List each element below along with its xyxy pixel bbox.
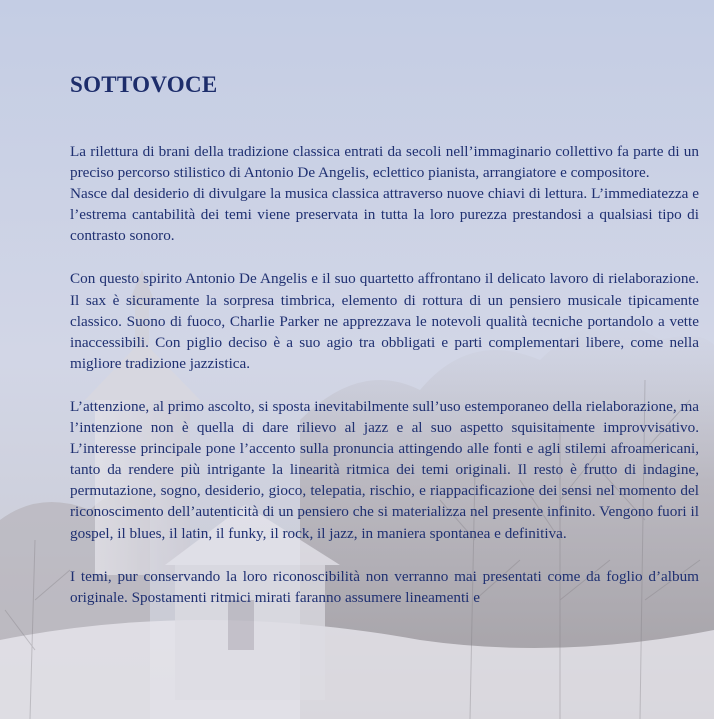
paragraph-4 (70, 566, 699, 608)
paragraph-2 (70, 268, 699, 373)
paragraph-text: Con questo spirito Antonio De Angelis e il suo quartetto affrontano il delicato lavoro di rielaborazione. Il sax è sicuramente la sorpresa timbrica, elemento di rottura di un pensiero musicale tipicamente classico. Suono di fuoco, Charlie Parker ne apprezzava le notevoli qualità tecniche portandolo a vette inaccessibili. Con piglio deciso è a suo agio tra obbligati e parti complementari libere, come nella migliore tradizione jazzistica. (70, 270, 699, 372)
paragraph-1 (70, 141, 699, 246)
paragraph-text: L’attenzione, al primo ascolto, si sposta inevitabilmente sull’uso estemporaneo della rielaborazione, ma l’intenzione non è quella di dare rilievo al jazz e al suo aspetto squisitamente improvvisativo. L’interesse principale pone l’accento sulla pronuncia attingendo alle fonti e agli stilemi afroamericani, tanto da rendere più intrigante la linearità ritmica dei temi originali. Il resto è frutto di indagine, permutazione, sogno, desiderio, gioco, telepatia, rischio, e riappacificazione dei sensi nel momento del riconoscimento dell’autenticità di un pensiero che si materializza nel presente infinito. Vengono fuori il gospel, il blues, il latin, il funky, il rock, il jazz, in maniera spontanea e definitiva. (70, 397, 699, 542)
page-title: SOTTOVOCE (70, 72, 218, 97)
paragraph-text: I temi, pur conservando la loro riconoscibilità non verranno mai presentati come da foglio d’album originale. Spostamenti ritmici mirati faranno assumere lineamenti e (70, 567, 699, 606)
paragraph-text: Nasce dal desiderio di divulgare la musica classica attraverso nuove chiavi di lettura. L’immediatezza e l’estrema cantabilità dei temi viene preservata in tutta la loro purezza prestandosi a qualsiasi tipo di contrasto sonoro. (70, 185, 699, 245)
paragraph-3 (70, 396, 699, 544)
paragraph-text: La rilettura di brani della tradizione classica entrati da secoli nell’immaginario collettivo fa parte di un preciso percorso stilistico di Antonio De Angelis, eclettico pianista, arrangiatore e compositore. (70, 143, 699, 182)
text-column (70, 62, 699, 630)
